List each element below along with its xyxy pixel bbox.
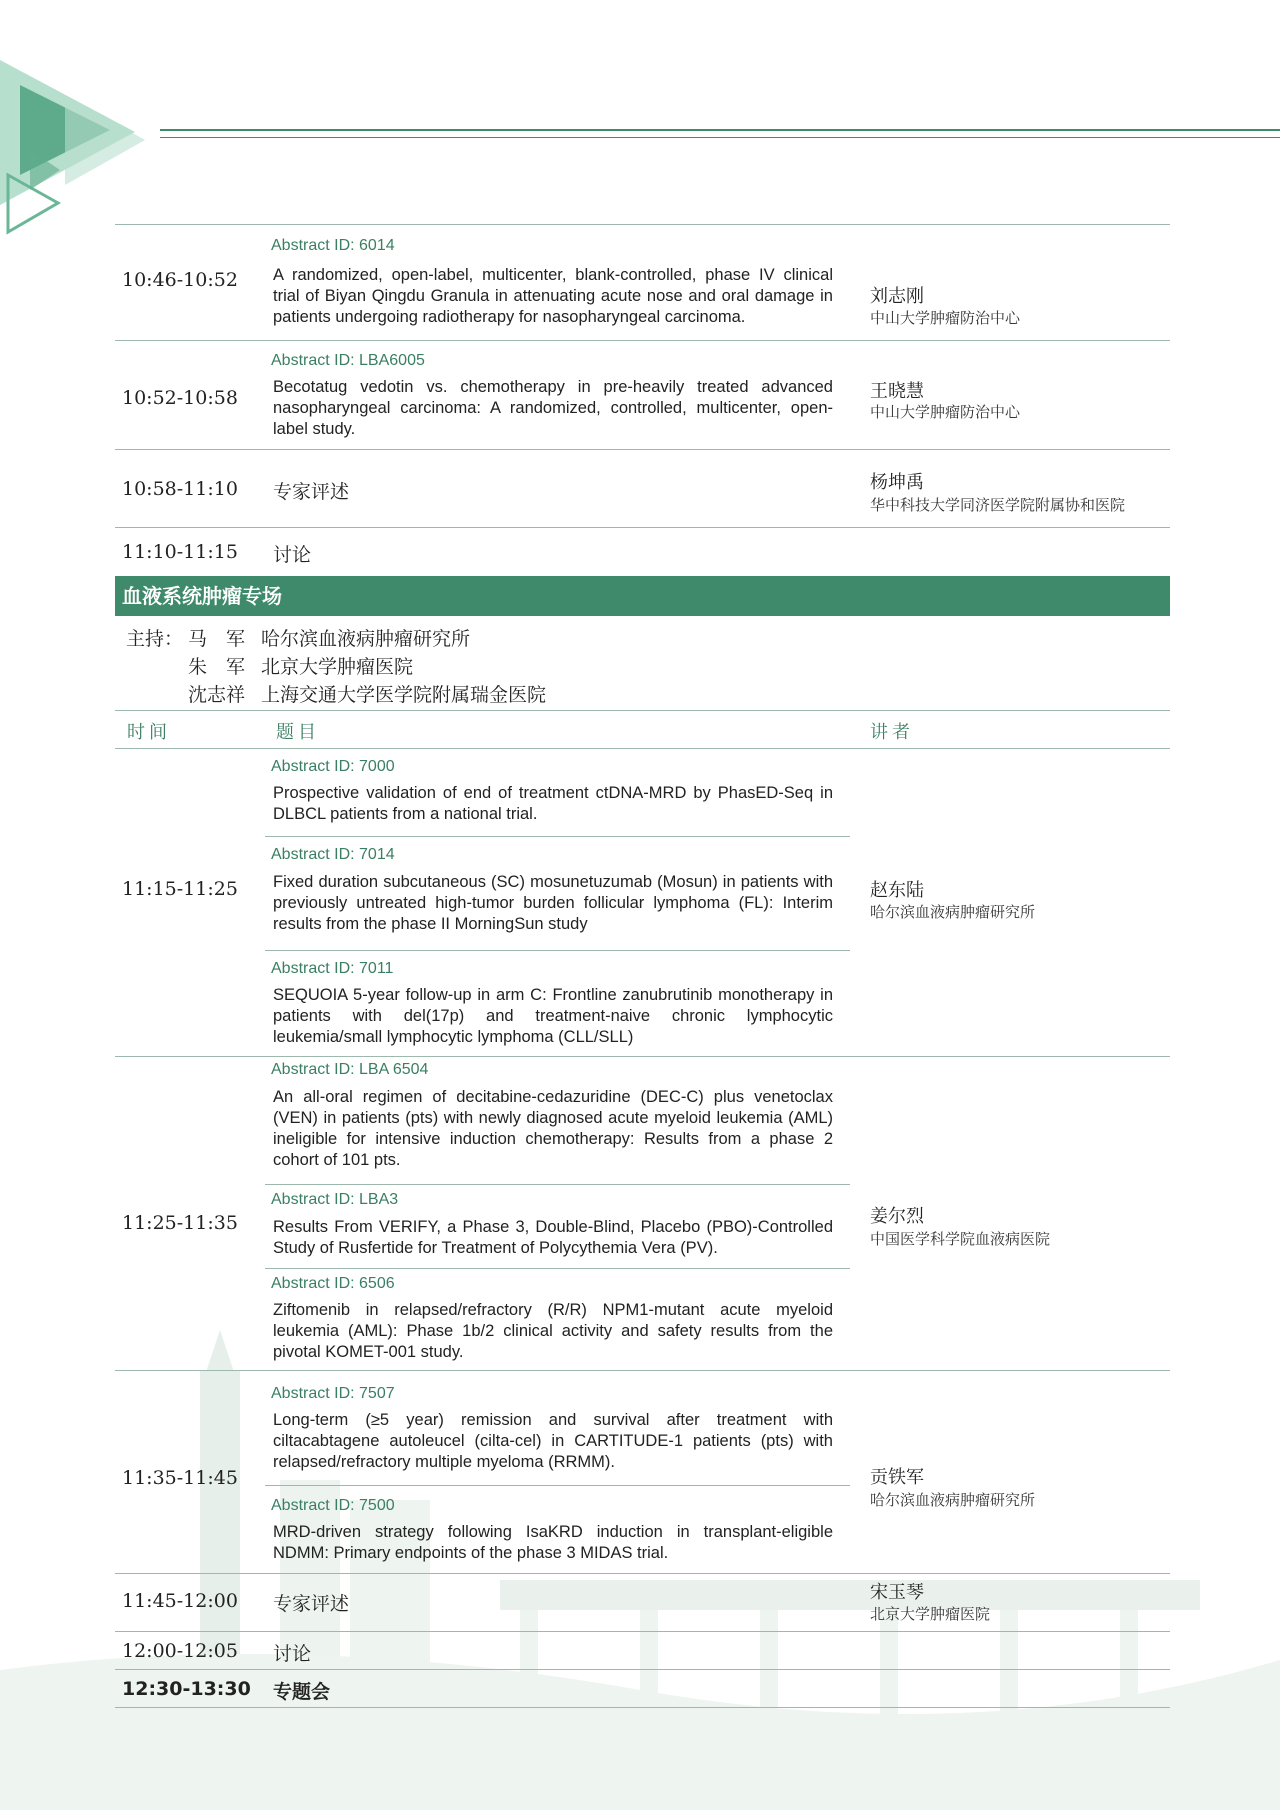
chair-org: 上海交通大学医学院附属瑞金医院 xyxy=(261,684,547,706)
abstract-title: SEQUOIA 5-year follow-up in arm C: Frontline zanubrutinib monotherapy in patients with del(17p) and treatment-naive chronic lymphocytic leukemia/small lymphocytic lymphoma (CLL/SLL) xyxy=(273,986,833,1046)
chair-org: 哈尔滨血液病肿瘤研究所 xyxy=(261,628,471,650)
speaker-name: 姜尔烈 xyxy=(870,1206,924,1227)
speaker-name: 宋玉琴 xyxy=(870,1582,924,1603)
speaker-affiliation: 北京大学肿瘤医院 xyxy=(870,1605,991,1623)
chair-name: 沈志祥 xyxy=(188,684,246,706)
row-divider xyxy=(115,527,1170,528)
session-topic: 专家评述 xyxy=(273,481,350,503)
abstract-title: Prospective validation of end of treatment ctDNA-MRD by PhasED-Seq in DLBCL patients from a national trial. xyxy=(273,784,833,823)
speaker-affiliation: 中山大学肿瘤防治中心 xyxy=(870,309,1021,327)
speaker-affiliation: 华中科技大学同济医学院附属协和医院 xyxy=(870,496,1126,514)
abstract-id: Abstract ID: 7011 xyxy=(271,960,394,977)
abstract-id: Abstract ID: 6506 xyxy=(271,1275,395,1292)
header-rule xyxy=(160,129,1280,131)
session-topic: 专家评述 xyxy=(273,1593,350,1615)
row-divider xyxy=(115,1573,1170,1574)
session-time: 11:10-11:15 xyxy=(122,541,238,563)
header-triangle-decoration xyxy=(0,0,180,240)
speaker-affiliation: 中国医学科学院血液病医院 xyxy=(870,1230,1051,1248)
abstract-divider xyxy=(265,950,850,951)
session-time: 12:30-13:30 xyxy=(122,1678,251,1700)
column-header-topic: 题目 xyxy=(276,722,320,743)
row-divider xyxy=(115,1370,1170,1371)
abstract-divider xyxy=(265,1184,850,1185)
speaker-name: 王晓慧 xyxy=(870,381,924,402)
chair-name: 朱 军 xyxy=(188,656,246,678)
session-time: 11:45-12:00 xyxy=(122,1590,238,1612)
header-rule-thin xyxy=(160,137,1280,138)
abstract-title: Results From VERIFY, a Phase 3, Double-Blind, Placebo (PBO)-Controlled Study of Rusfertide for Treatment of Polycythemia Vera (PV). xyxy=(273,1218,833,1257)
abstract-title: An all-oral regimen of decitabine-cedazuridine (DEC-C) plus venetoclax (VEN) in patients (pts) with newly diagnosed acute myeloid leukemia (AML) ineligible for intensive induction chemotherapy: Results from a phase 2 cohort of 101 pts. xyxy=(273,1088,833,1169)
session-time: 10:52-10:58 xyxy=(122,387,238,409)
session-topic: 讨论 xyxy=(273,1643,312,1665)
row-divider xyxy=(115,224,1170,225)
session-topic: 专题会 xyxy=(273,1681,331,1703)
row-divider xyxy=(115,710,1170,711)
abstract-title: Becotatug vedotin vs. chemotherapy in pre-heavily treated advanced nasopharyngeal carcinoma: A randomized, controlled, multicenter, open-label study. xyxy=(273,378,833,438)
session-topic: 讨论 xyxy=(273,544,312,566)
abstract-id: Abstract ID: 7500 xyxy=(271,1497,395,1514)
background-skyline-watermark xyxy=(0,1330,1280,1810)
abstract-divider xyxy=(265,836,850,837)
abstract-divider xyxy=(265,1485,850,1486)
row-divider xyxy=(115,1707,1170,1708)
abstract-id: Abstract ID: 7507 xyxy=(271,1385,395,1402)
abstract-id: Abstract ID: LBA6005 xyxy=(271,352,425,369)
column-header-time: 时间 xyxy=(127,722,171,743)
session-time: 11:25-11:35 xyxy=(122,1212,238,1234)
section-title-bar: 血液系统肿瘤专场 xyxy=(115,576,1170,616)
row-divider xyxy=(115,1631,1170,1632)
chair-label: 主持： xyxy=(126,628,184,650)
row-divider xyxy=(115,1669,1170,1670)
session-time: 11:15-11:25 xyxy=(122,878,238,900)
session-time: 11:35-11:45 xyxy=(122,1467,238,1489)
session-time: 10:58-11:10 xyxy=(122,478,238,500)
speaker-name: 贡铁军 xyxy=(870,1467,924,1488)
abstract-divider xyxy=(265,1268,850,1269)
speaker-affiliation: 中山大学肿瘤防治中心 xyxy=(870,403,1021,421)
session-time: 10:46-10:52 xyxy=(122,269,238,291)
session-time: 12:00-12:05 xyxy=(122,1640,238,1662)
abstract-title: MRD-driven strategy following IsaKRD induction in transplant-eligible NDMM: Primary endpoints of the phase 3 MIDAS trial. xyxy=(273,1523,833,1562)
row-divider xyxy=(115,340,1170,341)
row-divider xyxy=(115,748,1170,749)
speaker-name: 刘志刚 xyxy=(870,286,924,307)
abstract-title: Fixed duration subcutaneous (SC) mosunetuzumab (Mosun) in patients with previously untreated high-tumor burden follicular lymphoma (FL): Interim results from the phase II MorningSun study xyxy=(273,873,833,933)
row-divider xyxy=(115,449,1170,450)
abstract-id: Abstract ID: 7014 xyxy=(271,846,395,863)
chair-name: 马 军 xyxy=(188,628,246,650)
abstract-title: A randomized, open-label, multicenter, blank-controlled, phase IV clinical trial of Biyan Qingdu Granula in attenuating acute nose and oral damage in patients undergoing radiotherapy for nasopharyngeal carcinoma. xyxy=(273,266,833,326)
abstract-id: Abstract ID: 6014 xyxy=(271,237,395,254)
column-header-speaker: 讲者 xyxy=(870,722,914,743)
abstract-title: Long-term (≥5 year) remission and survival after treatment with ciltacabtagene autoleucel (cilta-cel) in CARTITUDE-1 patients (pts) with relapsed/refractory multiple myeloma (RRMM). xyxy=(273,1411,833,1471)
speaker-name: 杨坤禹 xyxy=(870,472,924,493)
abstract-id: Abstract ID: LBA3 xyxy=(271,1191,399,1208)
speaker-affiliation: 哈尔滨血液病肿瘤研究所 xyxy=(870,903,1036,921)
row-divider xyxy=(115,1056,1170,1057)
speaker-name: 赵东陆 xyxy=(870,880,924,901)
abstract-title: Ziftomenib in relapsed/refractory (R/R) NPM1-mutant acute myeloid leukemia (AML): Phase 1b/2 clinical activity and safety results from the pivotal KOMET-001 study. xyxy=(273,1301,833,1361)
abstract-id: Abstract ID: LBA 6504 xyxy=(271,1061,429,1078)
chair-org: 北京大学肿瘤医院 xyxy=(261,656,414,678)
speaker-affiliation: 哈尔滨血液病肿瘤研究所 xyxy=(870,1491,1036,1509)
abstract-id: Abstract ID: 7000 xyxy=(271,758,395,775)
